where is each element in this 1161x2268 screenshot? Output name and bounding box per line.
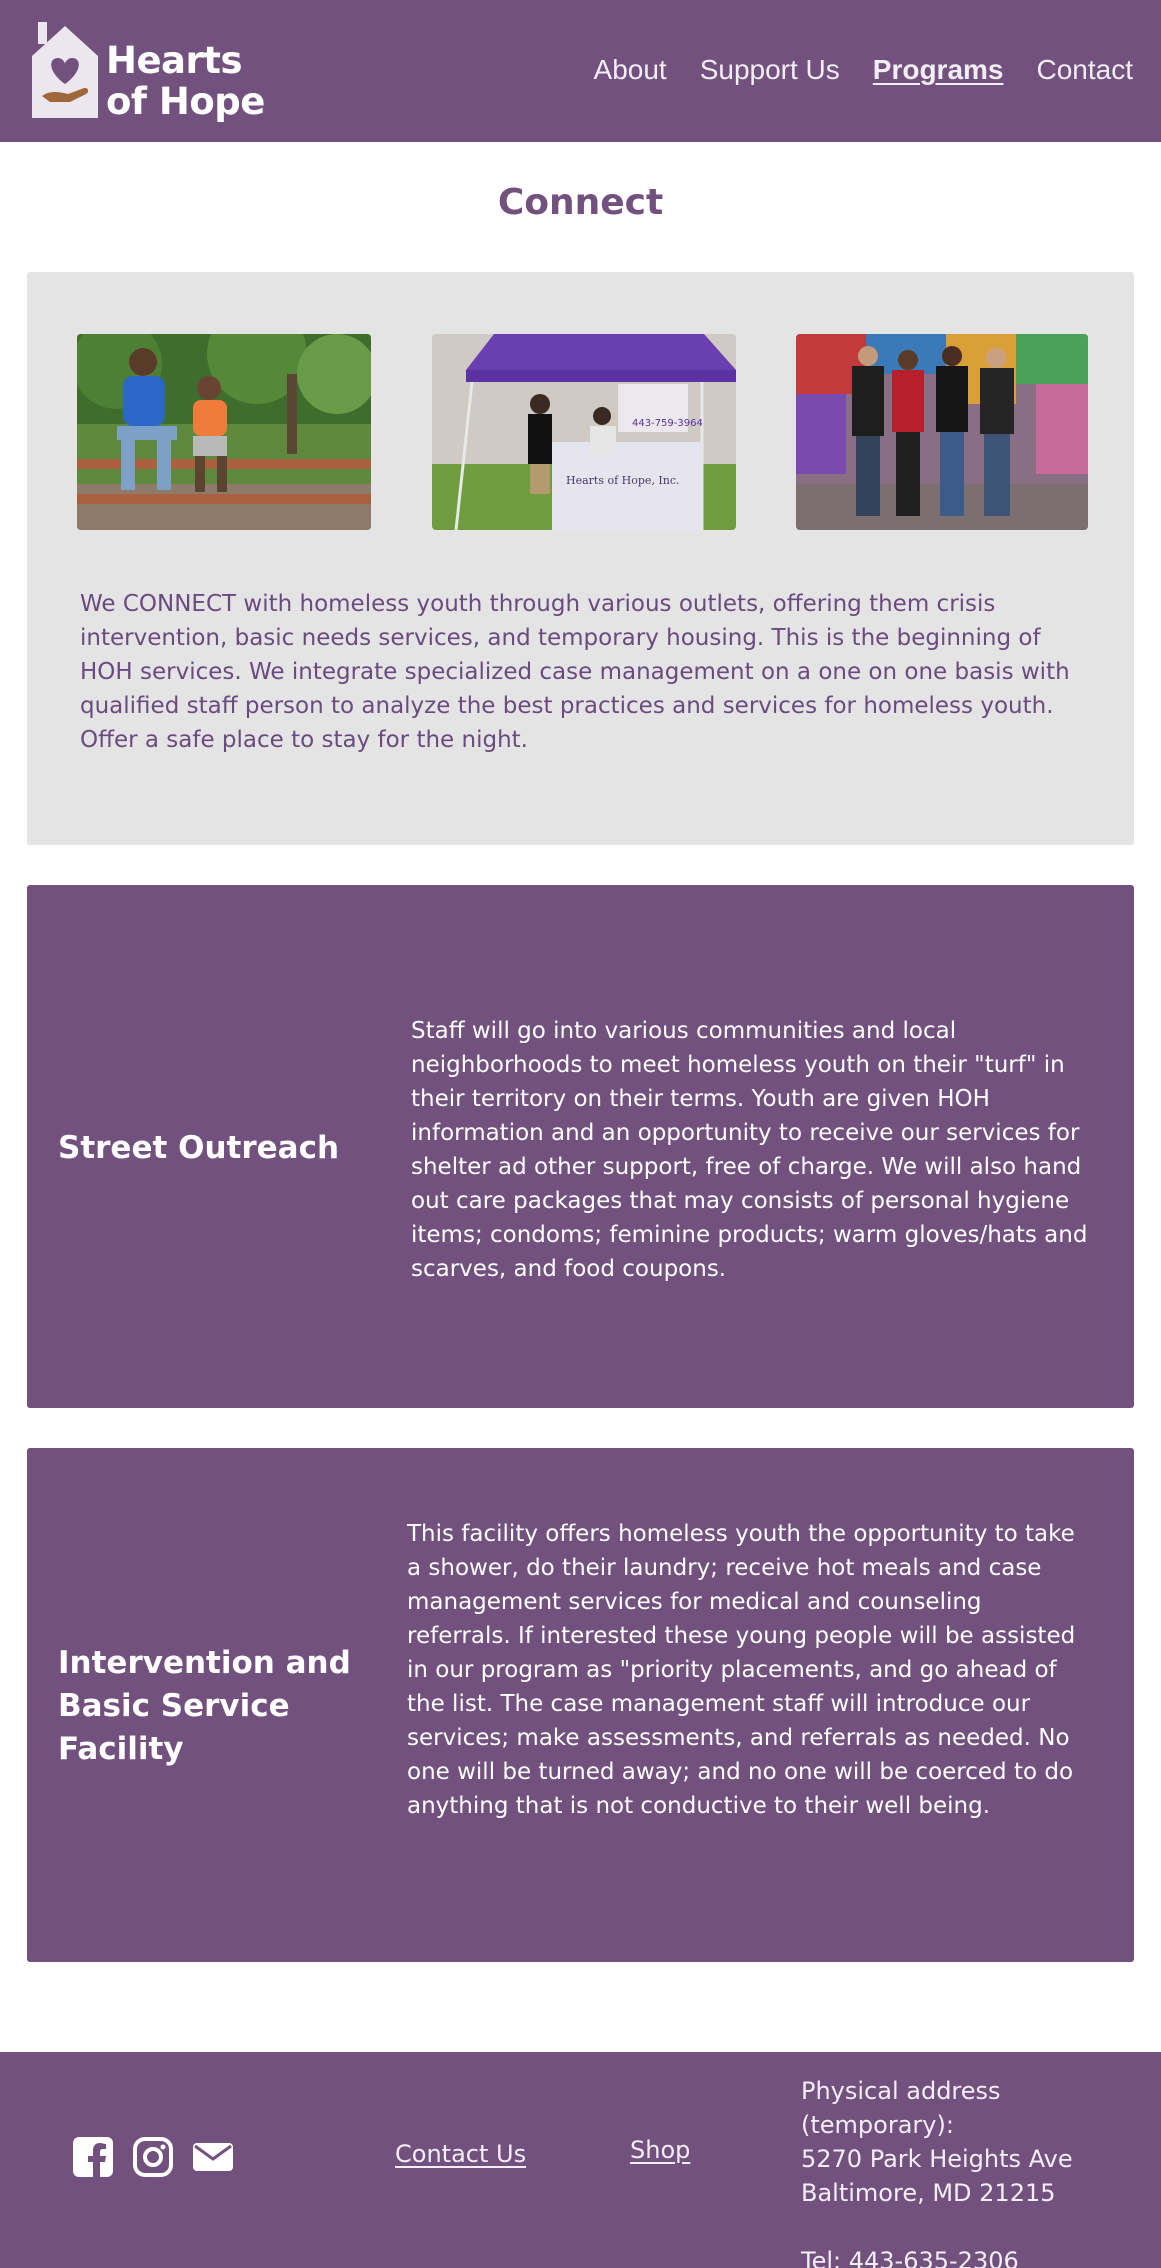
logo-wordmark [106, 40, 265, 122]
address-heading: Physical address (temporary): [801, 2077, 1001, 2139]
nav-contact[interactable]: Contact [1036, 54, 1133, 85]
program-description: Staff will go into various communities and local neighborhoods to meet homeless youth on their "turf" in their territory on their terms. Youth are given HOH information and an opportunity to receive our services for shelter ad other support, free of charge. We will also hand out care packages that may consists of personal hygiene items; condoms; feminine products; warm gloves/hats and scarves, and food coupons. [411, 1018, 1088, 1282]
page-title: Connect [497, 182, 664, 223]
logo-house-icon [26, 22, 104, 120]
main-nav [594, 52, 1133, 88]
site-header [0, 0, 1161, 142]
address-city: Baltimore, MD 21215 [801, 2179, 1056, 2207]
footer-contact-link[interactable]: Contact Us [395, 2140, 527, 2168]
footer-shop-link[interactable]: Shop [630, 2136, 691, 2164]
nav-about[interactable]: About [593, 54, 667, 85]
connect-panel [27, 272, 1134, 845]
address-phone: Tel: 443-635-2306 [801, 2247, 1019, 2268]
facebook-icon [72, 2136, 114, 2178]
logo-line-2: of Hope [106, 80, 265, 123]
photo-group-mural [796, 334, 1088, 530]
email-icon [192, 2136, 234, 2178]
program-card-street-outreach [27, 885, 1134, 1408]
address-street: 5270 Park Heights Ave [801, 2145, 1073, 2173]
photo-outreach-booth [432, 334, 736, 530]
email-link[interactable] [192, 2136, 234, 2178]
instagram-link[interactable] [132, 2136, 174, 2178]
site-logo-link[interactable] [26, 22, 276, 122]
nav-support-us[interactable]: Support Us [699, 54, 840, 85]
booth-phone-sign: 443-759-3964 [632, 418, 703, 429]
program-title: Street Outreach [58, 1130, 340, 1166]
instagram-icon [132, 2136, 174, 2178]
program-description: This facility offers homeless youth the opportunity to take a shower, do their laundry; receive hot meals and case management services for medical and counseling referrals. If interested these young people will be assisted in our program as "priority placements, and go ahead of the list. The case management staff will introduce our services; make assessments, and referrals as needed. No one will be turned away; and no one will be coerced to do anything that is not conductive to their well being. [407, 1521, 1076, 1819]
facebook-link[interactable] [72, 2136, 114, 2178]
nav-programs[interactable]: Programs [872, 54, 1004, 85]
footer-address [801, 2074, 1161, 2268]
social-links [72, 2136, 234, 2178]
site-footer [0, 2052, 1161, 2268]
booth-banner-text: Hearts of Hope, Inc. [566, 474, 680, 487]
program-card-intervention-facility [27, 1448, 1134, 1962]
program-title: Intervention and Basic Service Facility [58, 1645, 351, 1767]
photo-youth-on-bench [77, 334, 371, 530]
logo-line-1: Hearts [106, 39, 242, 82]
connect-description: We CONNECT with homeless youth through various outlets, offering them crisis intervention, basic needs services, and temporary housing. This is the beginning of HOH services. We integrate specialized case management on a one on one basis with qualified staff person to analyze the best practices and services for homeless youth. Offer a safe place to stay for the night. [80, 591, 1070, 753]
